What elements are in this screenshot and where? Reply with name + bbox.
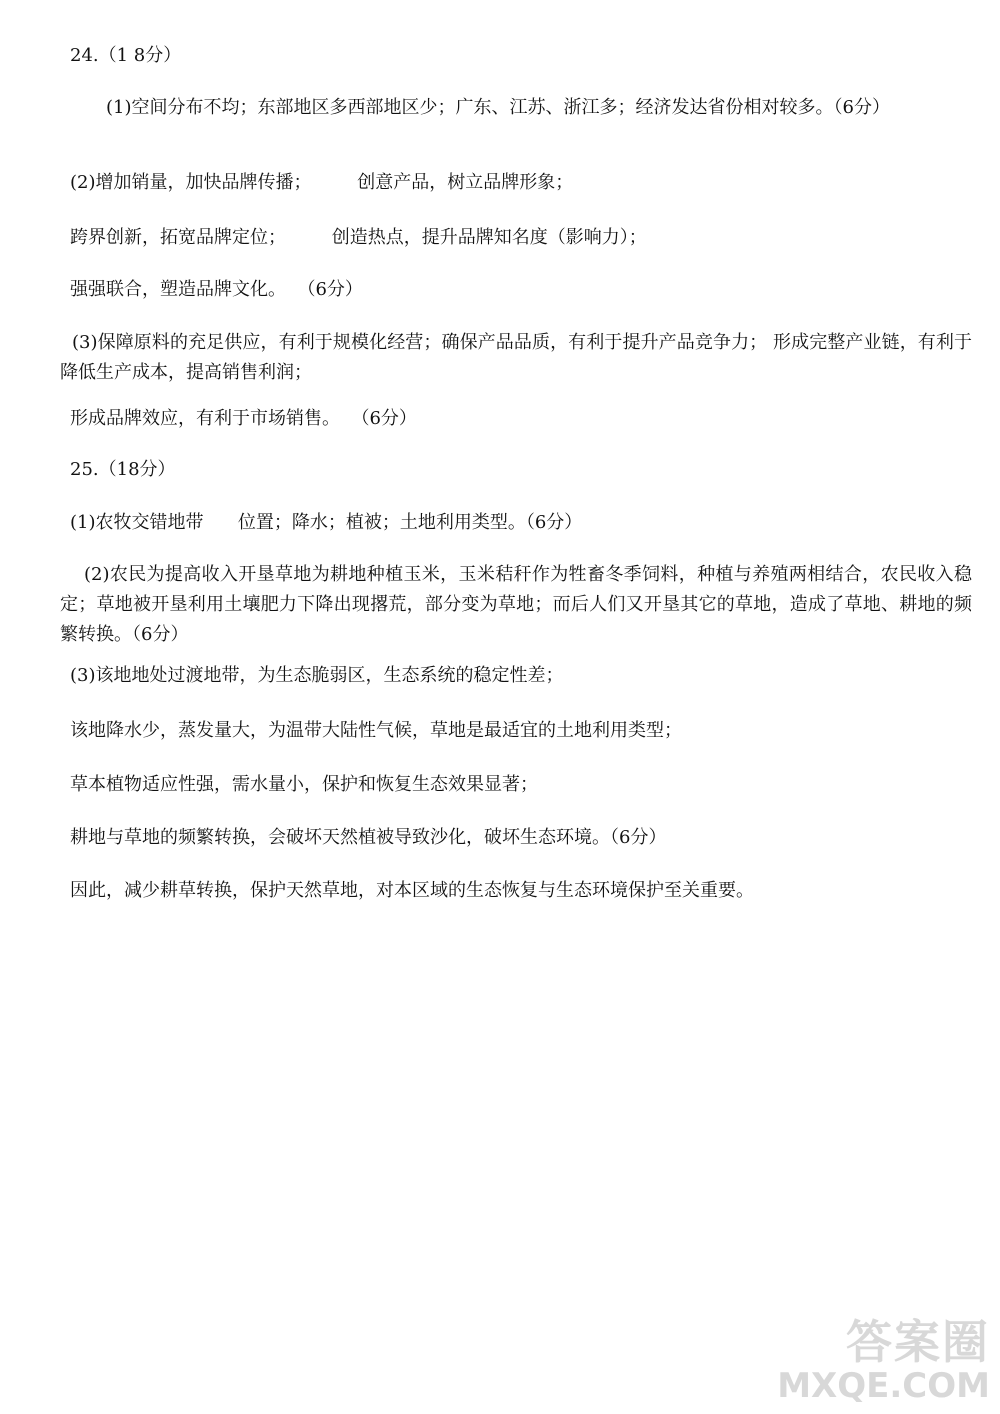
q24-part2-line1: (2)增加销量，加快品牌传播； 创意产品，树立品牌形象； (70, 172, 574, 193)
watermark-text-bottom: MXQE.COM (777, 1366, 990, 1406)
watermark-text-top: 答案圈 (846, 1315, 990, 1369)
q25-part3-line4: 耕地与草地的频繁转换，会破坏天然植被导致沙化，破坏生态环境。（6分） (70, 827, 667, 848)
q25-part3-line5: 因此，减少耕草转换，保护天然草地，对本区域的生态恢复与生态环境保护至关重要。 (70, 880, 754, 901)
q25-part3-line3: 草本植物适应性强，需水量小，保护和恢复生态效果显著； (70, 774, 538, 795)
q24-part2-line2: 跨界创新，拓宽品牌定位； 创造热点，提升品牌知名度（影响力）； (70, 227, 647, 248)
q24-part3-line2: 形成品牌效应，有利于市场销售。 （6分） (70, 408, 417, 429)
q24-part2-line3: 强强联合，塑造品牌文化。 （6分） (70, 279, 363, 300)
q25-header: 25.（18分） (70, 459, 176, 480)
q24-part1: (1)空间分布不均；东部地区多西部地区少；广东、江苏、浙江多；经济发达省份相对较多。（6分） (106, 97, 890, 118)
q24-part3: (3)保障原料的充足供应，有利于规模化经营；确保产品品质，有利于提升产品竞争力； 形成完整产业链，有利于降低生产成本，提高销售利润； (60, 332, 972, 383)
watermark-logo (777, 1306, 990, 1406)
q24-header: 24.（1 8分） (70, 45, 182, 66)
q25-part1: (1)农牧交错地带 位置；降水；植被；土地利用类型。（6分） (70, 512, 583, 533)
q25-part2: (2)农民为提高收入开垦草地为耕地种植玉米，玉米秸秆作为牲畜冬季饲料，种植与养殖两相结合，农民收入稳定；草地被开垦利用土壤肥力下降出现撂荒，部分变为草地；而后人们又开垦其它的草地，造成了草地、耕地的频繁转换。（6分） (60, 564, 972, 645)
q25-part3-line2: 该地降水少，蒸发量大，为温带大陆性气候，草地是最适宜的土地利用类型； (70, 720, 682, 741)
q25-part3-line1: (3)该地地处过渡地带，为生态脆弱区，生态系统的稳定性差； (70, 665, 564, 686)
